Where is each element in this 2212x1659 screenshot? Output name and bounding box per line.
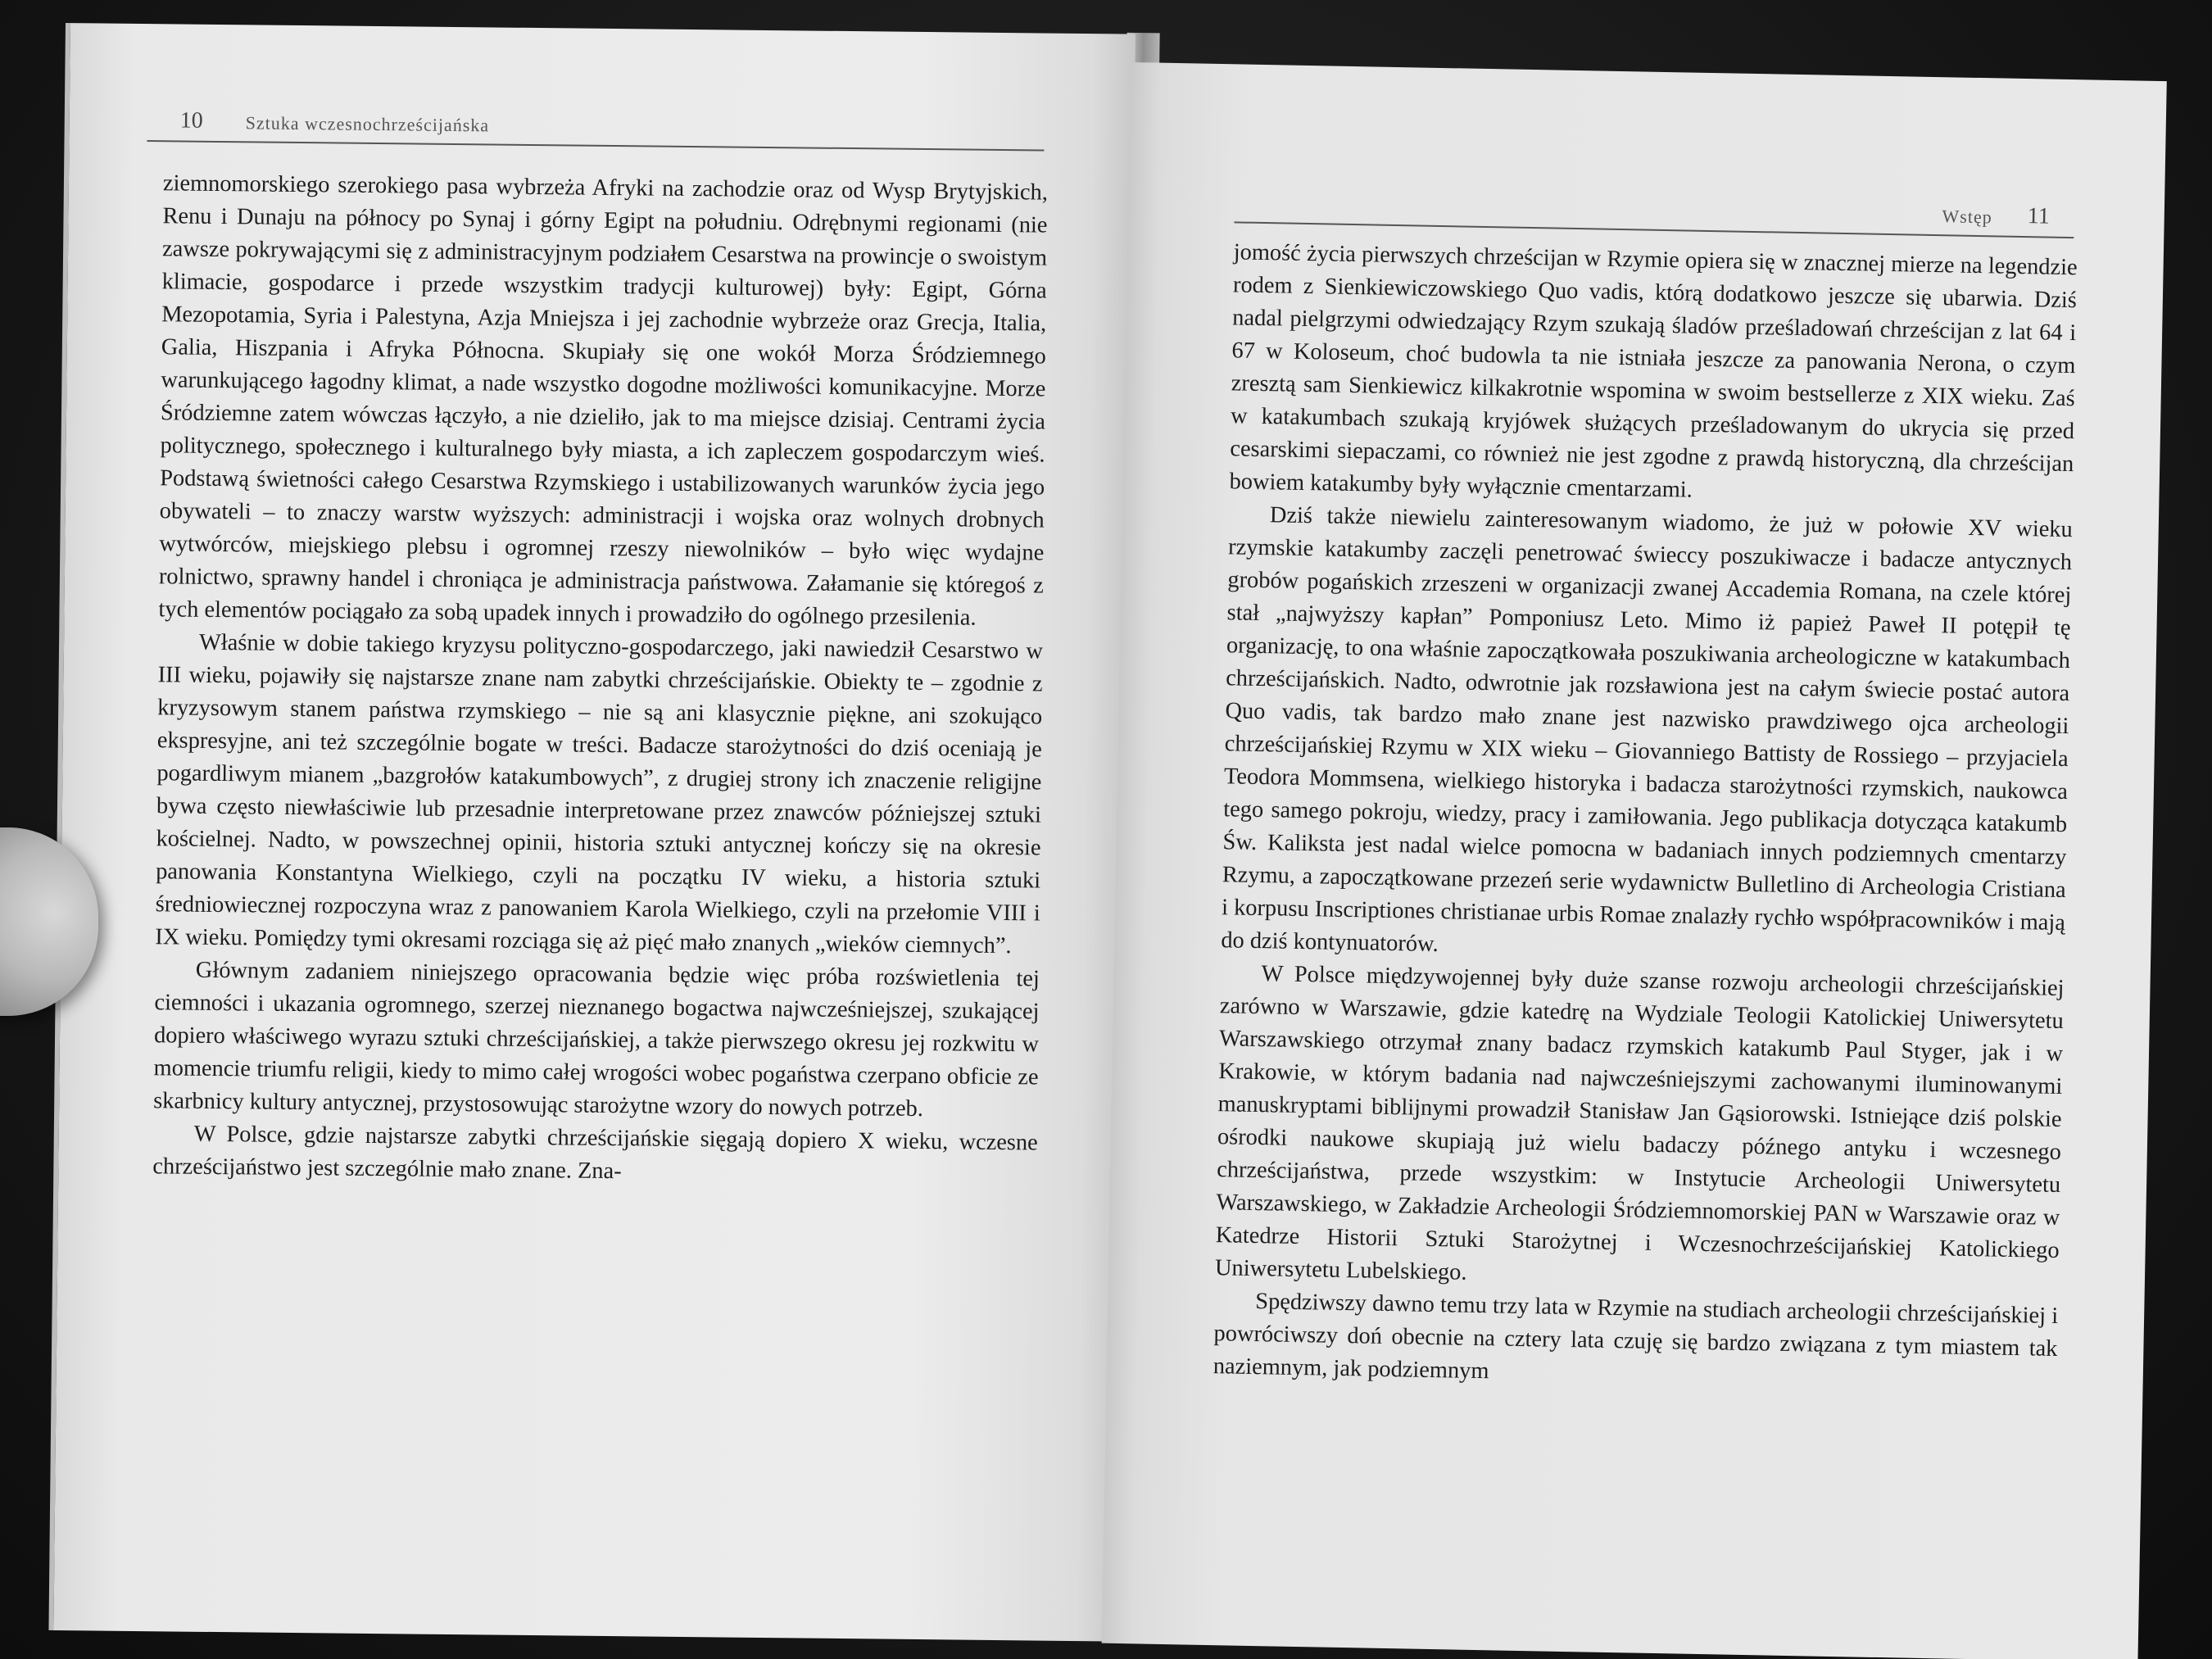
paragraph: W Polsce, gdzie najstarsze zabytki chrześcijańskie sięgają dopiero X wieku, wczesne chrześcijaństwo jest szczególnie mało znane. Zna- — [152, 1121, 1038, 1185]
left-page-header — [147, 91, 1045, 151]
paragraph: Głównym zadaniem niniejszego opracowania będzie więc próba rozświetlenia tej ciemności i ukazania ogromnego, szerzej nieznanego bogactwa najwcześniejszej, szukającej dopiero właściwego wyrazu sztuki chrześcijańskiej, a także pierwszego okresu jej rozkwitu w momencie triumfu religii, kiedy to mimo całej wrogości wobec pogaństwa czerpano obficie ze skarbnicy kultury antycznej, przystosowując starożytne wzory do nowych potrzeb. — [153, 957, 1040, 1122]
page-number: 10 — [179, 107, 203, 134]
paragraph: W Polsce międzywojennej były duże szanse rozwoju archeologii chrześcijańskiej zarówno w Warszawie, gdzie katedrę na Wydziale Teologii Katolickiej Uniwersytetu Warszawskiego otrzymał znany badacz rzymskich katakumb Paul Styger, jak i w Krakowie, w którym badania nad najwcześniejszymi zachowanymi iluminowanymi manuskryptami biblijnymi prowadził Stanisław Jan Gąsiorowski. Istniejące dziś polskie ośrodki naukowe skupiają już wielu badaczy późnego antyku i wczesnego chrześcijaństwa, przede wszystkim: w Instytucie Archeologii Uniwersytetu Warszawskiego, w Zakładzie Archeologii Śródziemnomorskiej PAN w Warszawie oraz w Katedrze Historii Sztuki Starożytnej i Wczesnochrześcijańskiej Katolickiego Uniwersytetu Lubelskiego. — [1214, 961, 2065, 1285]
paragraph: Właśnie w dobie takiego kryzysu polityczno-gospodarczego, jaki nawiedził Cesarstwo w III wieku, pojawiły się najstarsze znane nam zabytki chrześcijańskie. Obiekty te – zgodnie z kryzysowym stanem państwa rzymskiego – nie są ani klasycznie piękne, ani szokująco ekspresyjne, ani też szczególnie bogate w treści. Badacze starożytności do dziś oceniają je pogardliwym mianem „bazgrołów katakumbowych”, z drugiej strony ich znaczenie religijne bywa często niewłaściwie lub przesadnie interpretowane przez znawców późniejszej sztuki kościelnej. Nadto, w powszechnej opinii, historia sztuki antycznej kończy się na okresie panowania Konstantyna Wielkiego, czyli na początku IV wieku, a historia sztuki średniowiecznej rozpoczyna wraz z panowaniem Karola Wielkiego, czyli na przełomie VIII i IX wieku. Pomiędzy tymi okresami rozciąga się aż pięć mało znanych „wieków ciemnych”. — [155, 629, 1044, 959]
page-number: 11 — [2027, 203, 2051, 229]
paragraph: Spędziwszy dawno temu trzy lata w Rzymie na studiach archeologii chrześcijańskiej i powróciwszy doń obecnie na cztery lata czuję się bardzo związana z tym miastem tak naziemnym, jak podziemnym — [1213, 1289, 2059, 1385]
running-head: Wstęp — [1942, 206, 1992, 228]
right-page-body — [1213, 236, 2077, 1398]
right-page-header — [1234, 172, 2074, 238]
running-head: Sztuka wczesnochrześcijańska — [245, 112, 490, 136]
paragraph: ziemnomorskiego szerokiego pasa wybrzeża Afryki na zachodzie oraz od Wysp Brytyjskich, Renu i Dunaju na północy po Synaj i górny Egipt na południu. Odrębnymi regionami (nie zawsze pokrywającymi się z administracyjnym podziałem Cesarstwa na prowincje o swoistym klimacie, gospodarce i przede wszystkim tradycji kulturowej) były: Egipt, Górna Mezopotamia, Syria i Palestyna, Azja Mniejsza i jej zachodnie wybrzeże oraz Grecja, Italia, Galia, Hiszpania i Afryka Północna. Skupiały się one wokół Morza Śródziemnego warunkującego łagodny klimat, a nade wszystko dogodne możliwości komunikacyjne. Morze Śródziemne zatem wówczas łączyło, a nie dzieliło, jak to ma miejsce dzisiaj. Centrami życia politycznego, społecznego i kulturalnego były miasta, a ich zapleczem gospodarczym wieś. Podstawą świetności całego Cesarstwa Rzymskiego i ustabilizowanych warunków życia jego obywateli – to znaczy warstw wyższych: administracji i wojska oraz wolnych drobnych wytwórców, miejskiego plebsu i ogromnej rzeszy niewolników – było więc wydajne rolnictwo, sprawny handel i chroniąca je administracja państwowa. Załamanie się któregoś z tych elementów pociągało za sobą upadek innych i prowadziło do ogólnego przesilenia. — [158, 170, 1049, 631]
left-page — [48, 23, 1135, 1642]
paragraph: Dziś także niewielu zainteresowanym wiadomo, że już w połowie XV wieku rzymskie katakumby zaczęli penetrować świeccy poszukiwacze i badacze antycznych grobów pogańskich zrzeszeni w organizacji zwanej Accademia Romana, na czele której stał „najwyższy kapłan” Pomponiusz Leto. Mimo iż papież Paweł II potępił tę organizację, to ona właśnie zapoczątkowała poszukiwania archeologiczne w katakumbach chrześcijańskich. Nadto, odwrotnie jak rozsławiona jest na całym świecie postać autora Quo vadis, tak bardzo mało znane jest nazwisko prawdziwego ojca archeologii chrześcijańskiej Rzymu w XIX wieku – Giovanniego Battisty de Rossiego – przyjaciela Teodora Mommsena, wielkiego historyka i badacza starożytności rzymskich, naukowca tego samego pokroju, wiedzy, pracy i zamiłowania. Jego publikacja dotycząca katakumb Św. Kaliksta jest nadal wielce pomocna w badaniach innych podziemnych cmentarzy Rzymu, a zapoczątkowane przezeń serie wydawnictw Bulletlino di Archeologia Cristiana i korpusu Inscriptiones christianae urbis Romae znalazły rychło współpracowników i mają do dziś kontynuatorów. — [1221, 502, 2074, 958]
left-page-body — [152, 167, 1048, 1192]
paragraph: jomość życia pierwszych chrześcijan w Rzymie opiera się w znacznej mierze na legendzie rodem z Sienkiewiczowskiego Quo vadis, którą dodatkowo jeszcze się ubarwia. Dziś nadal pielgrzymi odwiedzający Rzym szukają śladów prześladowań chrześcijan z lat 64 i 67 w Koloseum, choć budowla ta nie istniała jeszcze za panowania Nerona, o czym zresztą sam Sienkiewicz kilkakrotnie wspomina w swoim bestsellerze z XIX wieku. Zaś w katakumbach szukają kryjówek służących prześladowanym do ukrycia się przed cesarskimi siepaczami, co również nie jest zgodne z prawdą historyczną, dla chrześcijan bowiem katakumby były wyłącznie cmentarzami. — [1229, 239, 2078, 503]
right-page — [1102, 62, 2167, 1659]
